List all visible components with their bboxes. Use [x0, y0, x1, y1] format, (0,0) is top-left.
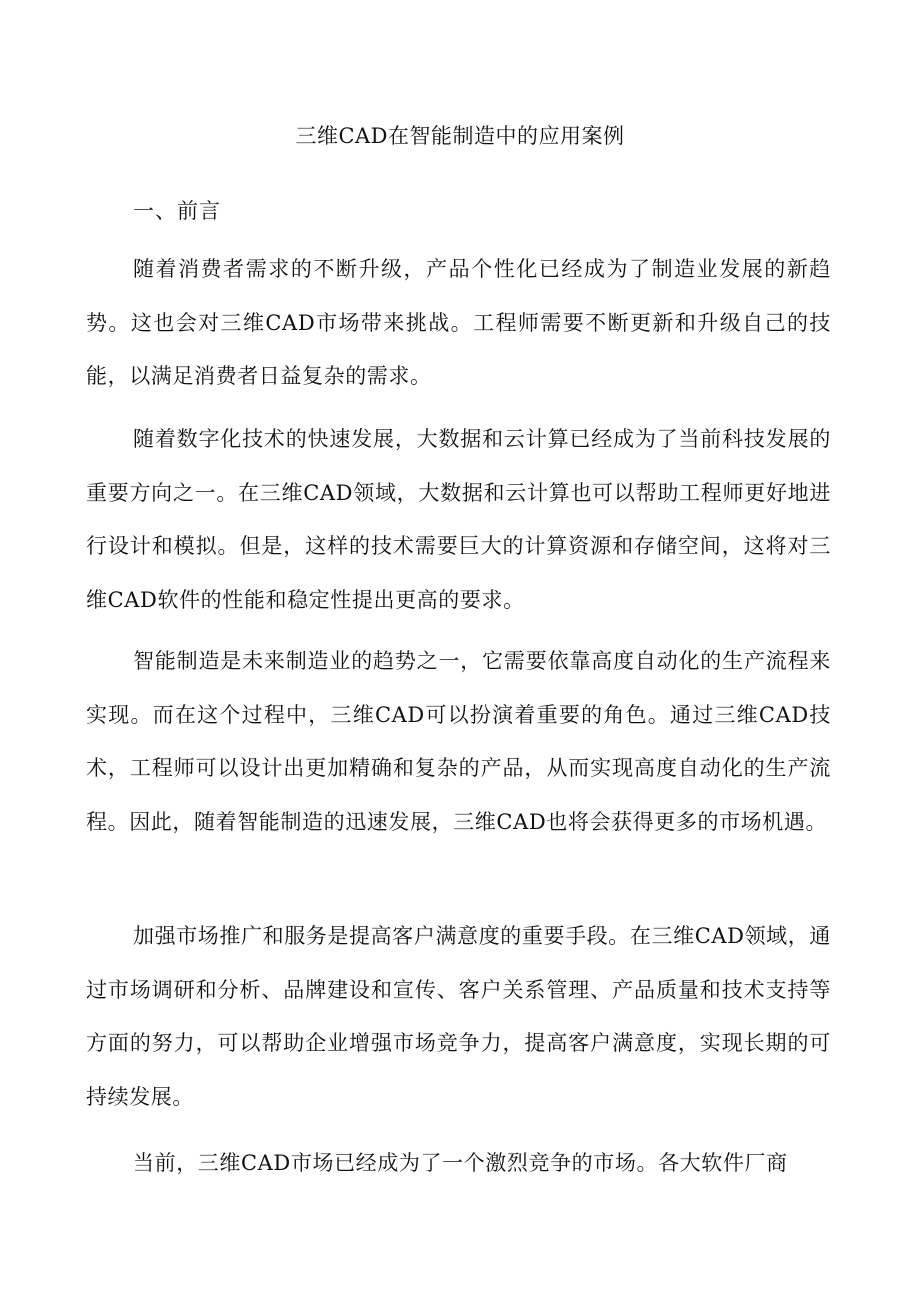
section-heading: 一、前言	[133, 199, 221, 223]
paragraph-3: 智能制造是未来制造业的趋势之一，它需要依靠高度自动化的生产流程来实现。而在这个过程中，三维CAD可以扮演着重要的角色。通过三维CAD技术，工程师可以设计出更加精确和复杂的产品，从而实现高度自动化的生产流程。因此，随着智能制造的迅速发展，三维CAD也将会获得更多的市场机遇。	[86, 649, 831, 834]
paragraph-2: 随着数字化技术的快速发展，大数据和云计算已经成为了当前科技发展的重要方向之一。在三维CAD领域，大数据和云计算也可以帮助工程师更好地进行设计和模拟。但是，这样的技术需要巨大的计算资源和存储空间，这将对三维CAD软件的性能和稳定性提出更高的要求。	[86, 427, 831, 612]
paragraph-4: 加强市场推广和服务是提高客户满意度的重要手段。在三维CAD领域，通过市场调研和分析、品牌建设和宣传、客户关系管理、产品质量和技术支持等方面的努力，可以帮助企业增强市场竞争力，提高客户满意度，实现长期的可持续发展。	[86, 924, 831, 1109]
paragraph-5: 当前，三维CAD市场已经成为了一个激烈竞争的市场。各大软件厂商	[133, 1151, 788, 1175]
paragraph-1: 随着消费者需求的不断升级，产品个性化已经成为了制造业发展的新趋势。这也会对三维CAD市场带来挑战。工程师需要不断更新和升级自己的技能，以满足消费者日益复杂的需求。	[86, 257, 831, 388]
document-title: 三维CAD在智能制造中的应用案例	[295, 124, 625, 148]
